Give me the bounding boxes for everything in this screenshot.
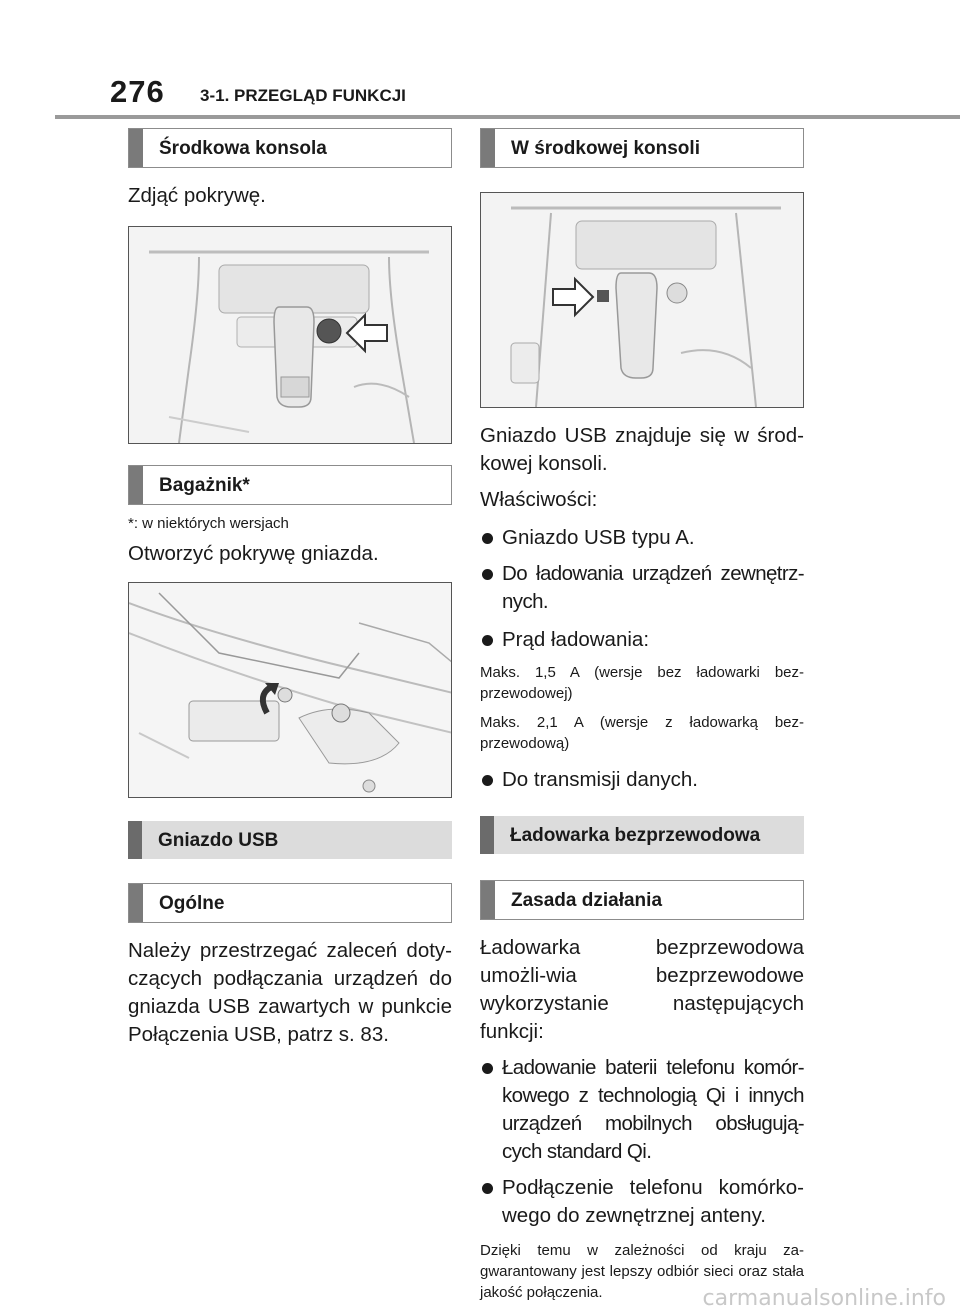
heading-label: Ogólne bbox=[159, 893, 225, 914]
heading-label: Zasada działania bbox=[511, 890, 663, 911]
heading-box-operating-principle bbox=[480, 880, 804, 920]
right-column bbox=[480, 128, 804, 1303]
usb-general-text: Należy przestrzegać zaleceń doty-czących podłączania urządzeń do gniazda USB zawartych w punkcie Połączenia USB, patrz s. 83. bbox=[128, 939, 452, 1046]
bullet-dot-icon bbox=[482, 569, 493, 580]
properties-label: Właściwości: bbox=[480, 488, 598, 511]
figure-center-console-cover bbox=[128, 226, 452, 444]
instruction-remove-cover: Zdjąć pokrywę. bbox=[128, 184, 266, 207]
heading-box-usb-socket bbox=[128, 821, 452, 859]
instruction-open-socket-cover: Otworzyć pokrywę gniazda. bbox=[128, 542, 379, 565]
usb-location-text: Gniazdo USB znajduje się w środ-kowej konsoli. bbox=[480, 424, 804, 475]
bullet-charging-devices: Do ładowania urządzeń zewnętrz-nych. bbox=[480, 560, 804, 616]
page-number: 276 bbox=[110, 74, 165, 109]
current-with-wireless: Maks. 2,1 A (wersje z ładowarką bez-przewodową) bbox=[480, 714, 804, 752]
bullet-external-antenna: Podłączenie telefonu komórko-wego do zewnętrznej anteny. bbox=[480, 1174, 804, 1230]
reception-note: Dzięki temu w zależności od kraju za-gwarantowany jest lepszy odbiór sieci oraz stała jakość połączenia. bbox=[480, 1242, 804, 1301]
heading-label: Gniazdo USB bbox=[158, 830, 279, 851]
heading-box-general bbox=[128, 883, 452, 923]
bullet-dot-icon bbox=[482, 533, 493, 544]
heading-label: Środkowa konsola bbox=[159, 138, 327, 159]
bullet-dot-icon bbox=[482, 635, 493, 646]
bullet-dot-icon bbox=[482, 1063, 493, 1074]
section-title: 3-1. PRZEGLĄD FUNKCJI bbox=[200, 86, 406, 105]
page-header bbox=[0, 0, 960, 118]
heading-box-trunk bbox=[128, 465, 452, 505]
figure-trunk-socket bbox=[128, 582, 452, 798]
bullet-qi-charging: Ładowanie baterii telefonu komór-kowego z technologią Qi i innych urządzeń mobilnych obsługują-cych standard Qi. bbox=[480, 1054, 804, 1166]
bullet-dot-icon bbox=[482, 1183, 493, 1194]
figure-usb-location bbox=[480, 192, 804, 408]
console-illustration bbox=[129, 227, 452, 443]
usb-location-illustration bbox=[481, 193, 804, 407]
heading-label: W środkowej konsoli bbox=[511, 138, 700, 159]
bullet-usb-type: Gniazdo USB typu A. bbox=[480, 524, 804, 552]
bullet-charging-current: Prąd ładowania: bbox=[480, 626, 804, 654]
heading-box-center-console bbox=[128, 128, 452, 168]
heading-box-in-center-console bbox=[480, 128, 804, 168]
footnote: *: w niektórych wersjach bbox=[128, 515, 289, 532]
heading-label: Ładowarka bezprzewodowa bbox=[510, 825, 761, 846]
heading-label: Bagażnik* bbox=[159, 475, 250, 496]
trunk-illustration bbox=[129, 583, 452, 797]
heading-box-wireless-charger bbox=[480, 816, 804, 854]
bullet-data-transfer: Do transmisji danych. bbox=[480, 766, 804, 794]
left-column bbox=[128, 128, 452, 1049]
current-without-wireless: Maks. 1,5 A (wersje bez ładowarki bez-przewodowej) bbox=[480, 664, 804, 702]
wireless-intro-text: Ładowarka bezprzewodowa umożli-wia bezprzewodowe wykorzystanie następujących funkcji: bbox=[480, 936, 804, 1043]
header-divider bbox=[55, 115, 960, 119]
bullet-dot-icon bbox=[482, 775, 493, 786]
watermark: carmanualsonline.info bbox=[702, 1286, 946, 1311]
